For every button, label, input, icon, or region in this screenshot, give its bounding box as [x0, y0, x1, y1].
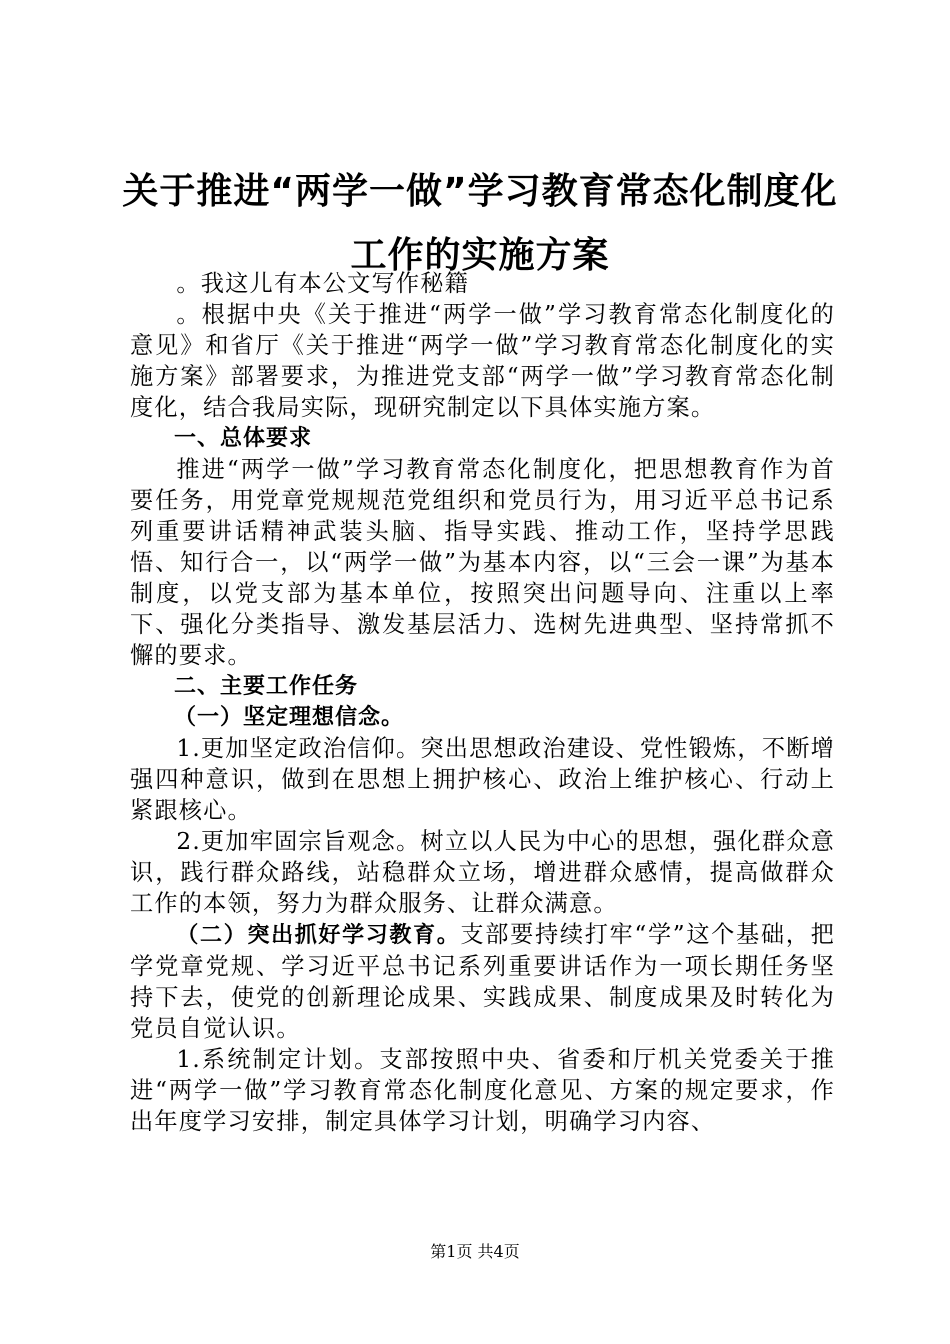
subsection-heading-2: （二）突出抓好学习教育。	[176, 923, 461, 948]
page-footer: 第1页 共4页	[430, 1242, 520, 1261]
section-heading-2: 二、主要工作任务	[174, 674, 359, 699]
subsection-heading-1: （一）坚定理想信念。	[174, 705, 405, 730]
title-line-1: 关于推进“两学一做”学习教育常态化制度化	[122, 171, 838, 212]
intro-note: 。我这儿有本公文写作秘籍	[176, 270, 470, 297]
preamble-paragraph: 。根据中央《关于推进“两学一做”学习教育常态化制度化的意见》和省厅《关于推进“两学一做”学习教育常态化制度化的实施方案》部署要求，为推进党支部“两学一做”学习教育常态化制度化，结合我局实际，现研究制定以下具体实施方案。	[130, 301, 835, 421]
item-1-2-paragraph: 2.更加牢固宗旨观念。树立以人民为中心的思想，强化群众意识，践行群众路线，站稳群众立场，增进群众感情，提高做群众工作的本领，努力为群众服务、让群众满意。	[130, 828, 835, 917]
section-heading-1: 一、总体要求	[174, 426, 313, 451]
item-1-1-paragraph: 1.更加坚定政治信仰。突出思想政治建设、党性锻炼，不断增强四种意识，做到在思想上拥护核心、政治上维护核心、行动上紧跟核心。	[130, 735, 835, 824]
item-2-1-paragraph: 1.系统制定计划。支部按照中央、省委和厅机关党委关于推进“两学一做”学习教育常态化制度化意见、方案的规定要求，作出年度学习安排，制定具体学习计划，明确学习内容、	[130, 1046, 835, 1135]
document-body	[130, 268, 835, 1137]
general-requirements-paragraph: 推进“两学一做”学习教育常态化制度化，把思想教育作为首要任务，用党章党规规范党组织和党员行为，用习近平总书记系列重要讲话精神武装头脑、指导实践、推动工作，坚持学思践悟、知行合一，以“两学一做”为基本内容，以“三会一课”为基本制度，以党支部为基本单位，按照突出问题导向、注重以上率下、强化分类指导、激发基层活力、选树先进典型、坚持常抓不懈的要求。	[130, 456, 835, 669]
subsection-2-text: 支部要持续打牢“学”这个基础，把学党章党规、学习近平总书记系列重要讲话作为一项长期任务坚持下去，使党的创新理论成果、实践成果、制度成果及时转化为党员自觉认识。	[130, 921, 835, 1042]
title-line-2: 工作的实施方案	[350, 235, 610, 276]
subsection-2-paragraph	[130, 919, 835, 1044]
